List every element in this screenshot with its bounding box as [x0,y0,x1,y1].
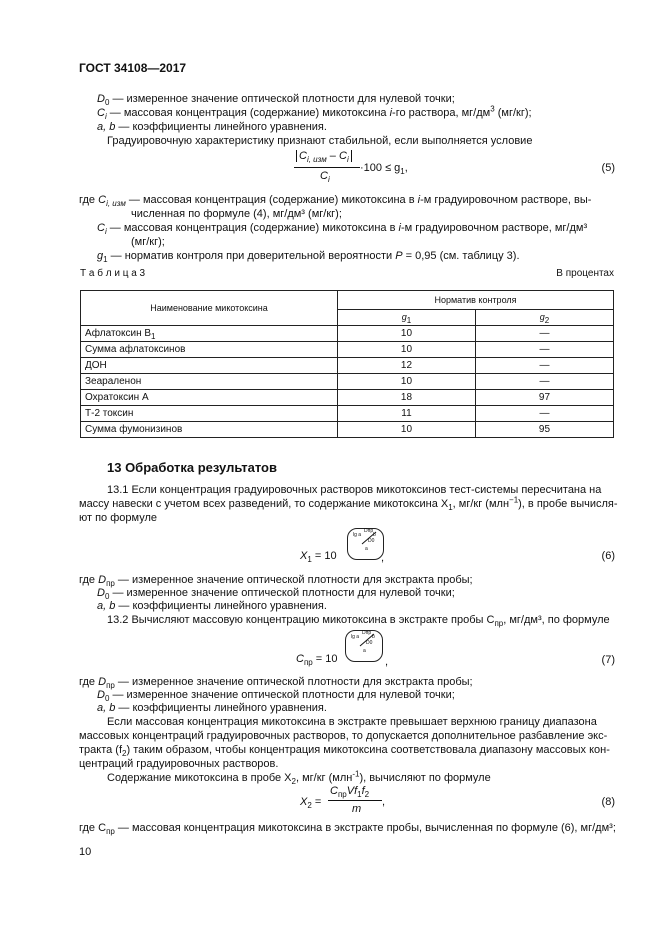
cell-g2: — [475,358,613,374]
p131-line3: ют по формуле [79,512,157,524]
table-row [81,326,614,342]
fraction-slash [360,530,378,546]
pmass-2: массовых концентраций градуировочных растворов, то допускается дополнительное разбавление экс- [79,730,608,742]
cell-name: Зеараленон [81,374,338,390]
def7-dpr: где $D_{пр}$ — измеренное значение оптической плотности для экстракта пробы; [79,676,473,691]
table-unit: В процентах [556,268,614,279]
cell-name: Сумма фумонизинов [81,422,338,438]
def-g1: $g_1$ — норматив контроля при доверительной вероятности P = 0,95 (см. таблицу 3). [97,250,520,265]
table-caption: Т а б л и ц а 3 [80,268,146,279]
def-ci-2: $C_i$ — массовая концентрация (содержание) микотоксина в i-м градуировочном растворе, мг/дм³ [97,222,588,237]
cell-name: Афлатоксин $B_1$ [81,326,338,342]
def-ci-izm-cont: численная по формуле (4), мг/дм³ (мг/кг); [131,208,342,220]
def-ci: $C_i$ — массовая концентрация (содержание) микотоксина i-го раствора, $мг/дм^3$ (мг/кг); [97,104,532,122]
p131-line2: массу навески с учетом всех разведений, то содержание микотоксина $X_1$, мг/кг (млн$^{-1}$), в пробе вычисля- [79,495,618,513]
col-g1: $g_1$ [338,309,476,325]
norm-table [80,290,614,438]
def-d0: $D_0$ — измеренное значение оптической плотности для нулевой точки; [97,93,455,108]
cell-name: Т-2 токсин [81,406,338,422]
def-ci-izm: где $C_{i, изм}$ — массовая концентрация (содержание) микотоксина в i-м градуировочном растворе, вы- [79,194,592,209]
cell-g1: 12 [338,358,476,374]
cell-g1: 11 [338,406,476,422]
col-g2: $g_2$ [475,309,613,325]
p-x2: Содержание микотоксина в пробе $X_2$, мг/кг (млн$^{-1}$), вычисляют по формуле [107,769,491,787]
section-title: 13 Обработка результатов [107,460,277,475]
def6-ab: a, b — коэффициенты линейного уравнения. [97,600,327,612]
page-number: 10 [79,846,92,858]
table-row [81,358,614,374]
def7-ab: a, b — коэффициенты линейного уравнения. [97,702,327,714]
table-row [81,390,614,406]
cell-g2: — [475,342,613,358]
cell-g2: — [475,406,613,422]
def-ab: a, b — коэффициенты линейного уравнения. [97,121,327,133]
cell-g2: — [475,374,613,390]
cell-name: ДОН [81,358,338,374]
table-row [81,422,614,438]
fraction-slash-7 [358,632,376,648]
document-header: ГОСТ 34108—2017 [79,61,187,75]
cell-g1: 10 [338,422,476,438]
cell-g1: 10 [338,374,476,390]
table-row [81,406,614,422]
pmass-3: тракта $(f_2)$ таким образом, чтобы концентрация микотоксина соответствовала диапазону массовых кон- [79,744,610,759]
col-norm: Норматив контроля [338,291,614,310]
col-name: Наименование микотоксина [81,291,338,326]
def6-d0: $D_0$ — измеренное значение оптической плотности для нулевой точки; [97,587,455,602]
def7-d0: $D_0$ — измеренное значение оптической плотности для нулевой точки; [97,689,455,704]
cell-name: Охратоксин А [81,390,338,406]
cell-g2: 95 [475,422,613,438]
equation-number-7: (7) [601,654,615,666]
pmass-1: Если массовая концентрация микотоксина в экстракте превышает верхнюю границу диапазона [107,716,597,728]
equation-number-5: (5) [601,162,615,174]
table-row [81,374,614,390]
cell-g1: 10 [338,342,476,358]
cell-g1: 18 [338,390,476,406]
calib-paragraph: Градуировочную характеристику признают стабильной, если выполняется условие [107,135,533,147]
def8-cpr: где $C_{пр}$ — массовая концентрация микотоксина в экстракте пробы, вычисленная по формуле (6), мг/дм³; [79,822,616,837]
pmass-4: центраций градуировочных растворов. [79,758,279,770]
def6-dpr: где $D_{пр}$ — измеренное значение оптической плотности для экстракта пробы; [79,574,473,589]
equation-number-6: (6) [601,550,615,562]
cell-g2: — [475,326,613,342]
cell-g2: 97 [475,390,613,406]
cell-g1: 10 [338,326,476,342]
cell-name: Сумма афлатоксинов [81,342,338,358]
p132: 13.2 Вычисляют массовую концентрацию микотоксина в экстракте пробы $C_{пр}$, мг/дм³, по формуле [107,614,610,629]
equation-number-8: (8) [601,796,615,808]
def-ci-2-cont: (мг/кг); [131,236,165,248]
p131-line1: 13.1 Если концентрация градуировочных растворов микотоксинов тест-системы пересчитана на [107,484,602,496]
table-row [81,342,614,358]
